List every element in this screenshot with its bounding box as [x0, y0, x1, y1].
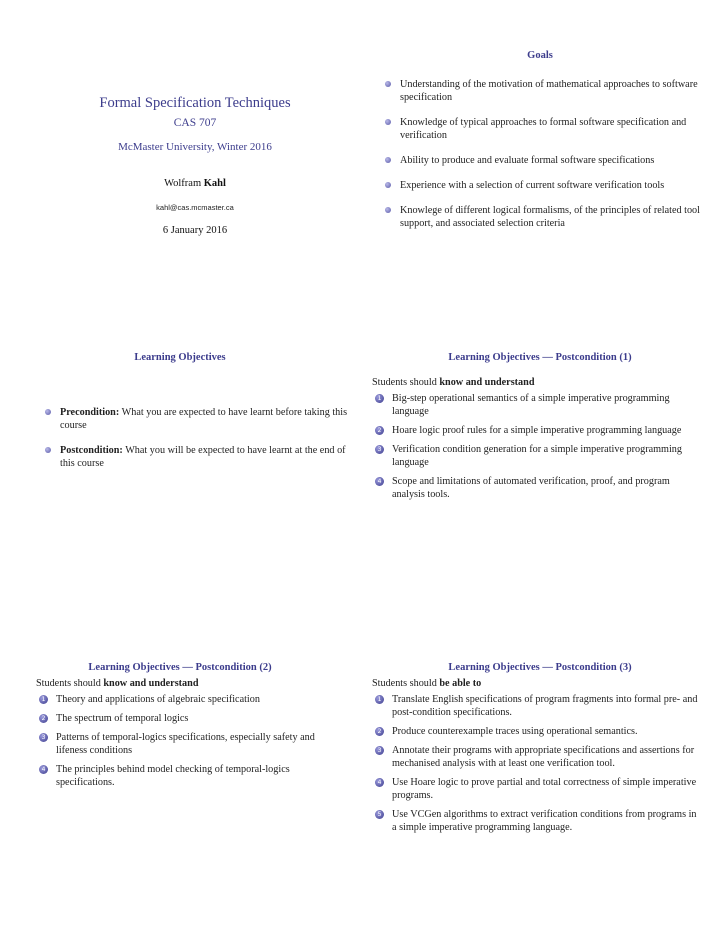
list-item-text: Knowledge of typical approaches to formal software specification and verification [400, 117, 687, 141]
list-item [372, 443, 702, 469]
list-item-text: What you are expected to have learnt before taking this course [60, 407, 348, 431]
list-item [40, 406, 360, 432]
list-item [380, 116, 700, 142]
institute: McMaster University, Winter 2016 [118, 141, 272, 153]
list-item [36, 693, 346, 706]
lead-prefix: Students should [372, 377, 440, 388]
list-item [36, 712, 346, 725]
list-item [36, 731, 346, 757]
list-item-text: Scope and limitations of automated verification, proof, and program analysis tools. [392, 476, 670, 500]
bullet-icon [45, 409, 51, 415]
numbered-list [36, 693, 346, 795]
list-item [372, 424, 702, 437]
lead-text [372, 377, 534, 388]
author-email: kahl@cas.mcmaster.ca [156, 203, 234, 212]
author-last-name: Kahl [203, 178, 226, 189]
number-badge-icon: 1 [375, 394, 384, 403]
lead-prefix: Students should [372, 678, 440, 689]
list-item-text: The spectrum of temporal logics [56, 713, 189, 724]
list-item-text: Use Hoare logic to prove partial and total correctness of simple imperative programs. [392, 777, 697, 801]
list-item [372, 392, 702, 418]
list-item [380, 204, 700, 230]
list-item [372, 808, 702, 834]
list-item [372, 475, 702, 501]
slide-title: Learning Objectives [134, 352, 226, 363]
number-badge-icon: 1 [39, 695, 48, 704]
bullet-icon [385, 182, 391, 188]
goals-slide [360, 0, 720, 310]
learning-objectives-slide [0, 310, 360, 620]
presentation-date: 6 January 2016 [162, 225, 228, 236]
list-item-text: What you will be expected to have learnt at the end of this course [60, 445, 346, 469]
list-item [372, 744, 702, 770]
lead-bold: be able to [439, 678, 482, 689]
postcondition-1-slide [360, 310, 720, 620]
number-badge-icon: 3 [39, 733, 48, 742]
numbered-list [372, 392, 702, 507]
slide-title: Learning Objectives — Postcondition (3) [448, 662, 632, 673]
lead-bold: know and understand [103, 678, 199, 689]
list-item [372, 693, 702, 719]
author-first-name: Wolfram [164, 178, 202, 189]
number-badge-icon: 4 [39, 765, 48, 774]
number-badge-icon: 2 [39, 714, 48, 723]
list-item-text: Hoare logic proof rules for a simple imperative programming language [392, 425, 682, 436]
number-badge-icon: 1 [375, 695, 384, 704]
number-badge-icon: 2 [375, 727, 384, 736]
author [0, 178, 390, 189]
list-item-text: Theory and applications of algebraic specification [56, 694, 260, 705]
slide-title: Learning Objectives — Postcondition (2) [88, 662, 272, 673]
number-badge-icon: 3 [375, 746, 384, 755]
lead-text [372, 678, 481, 689]
number-badge-icon: 4 [375, 477, 384, 486]
list-item-text: The principles behind model checking of temporal-logics specifications. [56, 764, 290, 788]
list-item-label: Postcondition: [60, 445, 123, 456]
title-slide [0, 0, 360, 310]
lead-bold: know and understand [439, 377, 535, 388]
list-item [380, 179, 700, 192]
bullet-icon [385, 207, 391, 213]
list-item-text: Annotate their programs with appropriate specifications and assertions for mechanised analysis with at least one verification tool. [392, 745, 695, 769]
objectives-list [40, 406, 360, 482]
goals-list [380, 78, 700, 242]
number-badge-icon: 3 [375, 445, 384, 454]
list-item-text: Ability to produce and evaluate formal software specifications [400, 155, 655, 166]
presentation-title: Formal Specification Techniques [99, 95, 291, 111]
bullet-icon [385, 119, 391, 125]
course-code: CAS 707 [173, 117, 217, 129]
list-item [40, 444, 360, 470]
list-item-text: Produce counterexample traces using operational semantics. [392, 726, 638, 737]
number-badge-icon: 5 [375, 810, 384, 819]
postcondition-2-slide [0, 620, 360, 930]
list-item-text: Verification condition generation for a simple imperative programming language [392, 444, 682, 468]
list-item-label: Precondition: [60, 407, 120, 418]
list-item [36, 763, 346, 789]
list-item-text: Experience with a selection of current software verification tools [400, 180, 665, 191]
list-item-text: Use VCGen algorithms to extract verification conditions from programs in a simple imperative programming language. [392, 809, 697, 833]
lead-text [36, 678, 198, 689]
bullet-icon [385, 157, 391, 163]
numbered-list [372, 693, 702, 840]
number-badge-icon: 2 [375, 426, 384, 435]
list-item-text: Knowlege of different logical formalisms, of the principles of related tool support, and associated selection criteria [400, 205, 700, 229]
list-item [372, 776, 702, 802]
list-item [380, 78, 700, 104]
list-item-text: Patterns of temporal-logics specifications, especially safety and lifeness conditions [56, 732, 315, 756]
list-item-text: Understanding of the motivation of mathematical approaches to software specification [400, 79, 698, 103]
bullet-icon [45, 447, 51, 453]
slide-title: Learning Objectives — Postcondition (1) [448, 352, 632, 363]
lead-prefix: Students should [36, 678, 104, 689]
slide-title: Goals [527, 50, 553, 61]
postcondition-3-slide [360, 620, 720, 930]
list-item [380, 154, 700, 167]
list-item-text: Big-step operational semantics of a simple imperative programming language [392, 393, 670, 417]
list-item [372, 725, 702, 738]
list-item-text: Translate English specifications of program fragments into formal pre- and post-condition specifications. [392, 694, 698, 718]
bullet-icon [385, 81, 391, 87]
number-badge-icon: 4 [375, 778, 384, 787]
